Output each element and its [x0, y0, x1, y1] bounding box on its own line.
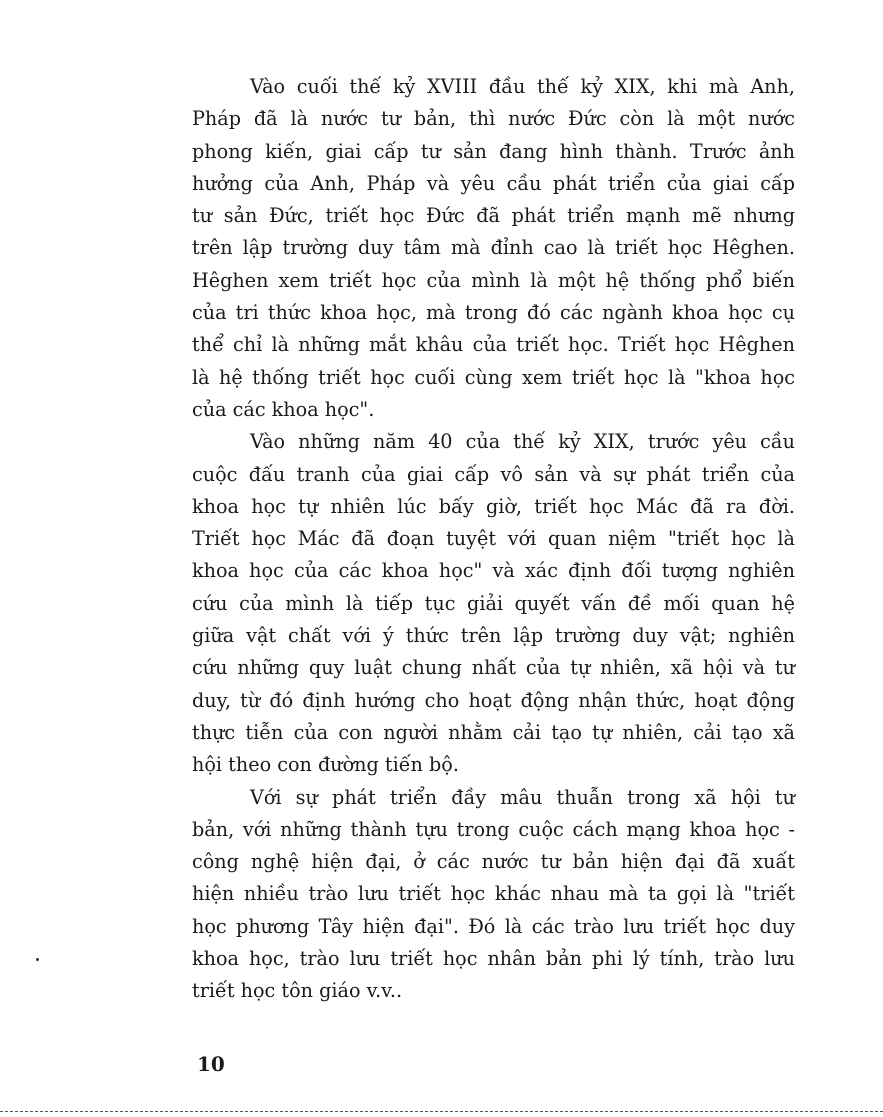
text-line: Vào cuối thế kỷ XVIII đầu thế kỷ XIX, khi mà Anh,: [250, 75, 795, 98]
page-number: 10: [197, 1052, 225, 1076]
text-line: bản, với những thành tựu trong cuộc cách mạng khoa học -: [192, 817, 795, 841]
text-line: Pháp đã là nước tư bản, thì nước Đức còn là một nước: [192, 107, 795, 131]
text-line: khoa học, trào lưu triết học nhân bản phi lý tính, trào lưu: [192, 947, 795, 971]
body-text: [192, 71, 795, 1008]
text-line: cứu của mình là tiếp tục giải quyết vấn đề mối quan hệ: [192, 591, 795, 615]
text-line: thể chỉ là những mắt khâu của triết học. Triết học Hêghen: [192, 333, 795, 357]
text-line: Vào những năm 40 của thế kỷ XIX, trước yêu cầu: [250, 430, 795, 454]
text-line: công nghệ hiện đại, ở các nước tư bản hiện đại đã xuất: [192, 850, 795, 874]
text-line: phong kiến, giai cấp tư sản đang hình thành. Trước ảnh: [192, 139, 795, 163]
text-line: của các khoa học".: [192, 397, 375, 421]
text-line: thực tiễn của con người nhằm cải tạo tự nhiên, cải tạo xã: [192, 720, 795, 744]
scan-speck: [36, 958, 39, 961]
text-line: cứu những quy luật chung nhất của tự nhiên, xã hội và tư: [192, 656, 795, 680]
text-line: là hệ thống triết học cuối cùng xem triết học là "khoa học: [192, 365, 795, 389]
text-line: khoa học của các khoa học" và xác định đối tượng nghiên: [192, 559, 795, 583]
text-line: giữa vật chất với ý thức trên lập trường duy vật; nghiên: [192, 624, 795, 648]
text-line: của tri thức khoa học, mà trong đó các ngành khoa học cụ: [192, 301, 795, 325]
paragraph-2: [192, 426, 795, 781]
text-line: khoa học tự nhiên lúc bấy giờ, triết học Mác đã ra đời.: [192, 494, 795, 518]
text-line: hiện nhiều trào lưu triết học khác nhau mà ta gọi là "triết: [192, 882, 795, 906]
text-line: hội theo con đường tiến bộ.: [192, 753, 459, 777]
text-line: trên lập trường duy tâm mà đỉnh cao là triết học Hêghen.: [192, 236, 795, 260]
text-line: hưởng của Anh, Pháp và yêu cầu phát triển của giai cấp: [192, 171, 795, 195]
text-line: Với sự phát triển đầy mâu thuẫn trong xã hội tư: [250, 785, 795, 809]
paragraph-3: [192, 782, 795, 1008]
paragraph-1: [192, 71, 795, 426]
text-line: triết học tôn giáo v.v..: [192, 979, 403, 1003]
text-line: duy, từ đó định hướng cho hoạt động nhận thức, hoạt động: [192, 688, 795, 712]
text-line: học phương Tây hiện đại". Đó là các trào lưu triết học duy: [192, 914, 795, 938]
text-line: Triết học Mác đã đoạn tuyệt với quan niệm "triết học là: [192, 527, 795, 551]
bottom-rule: [0, 1111, 883, 1112]
text-line: Hêghen xem triết học của mình là một hệ thống phổ biến: [192, 268, 795, 292]
text-line: cuộc đấu tranh của giai cấp vô sản và sự phát triển của: [192, 462, 795, 486]
text-line: tư sản Đức, triết học Đức đã phát triển mạnh mẽ nhưng: [192, 204, 795, 228]
